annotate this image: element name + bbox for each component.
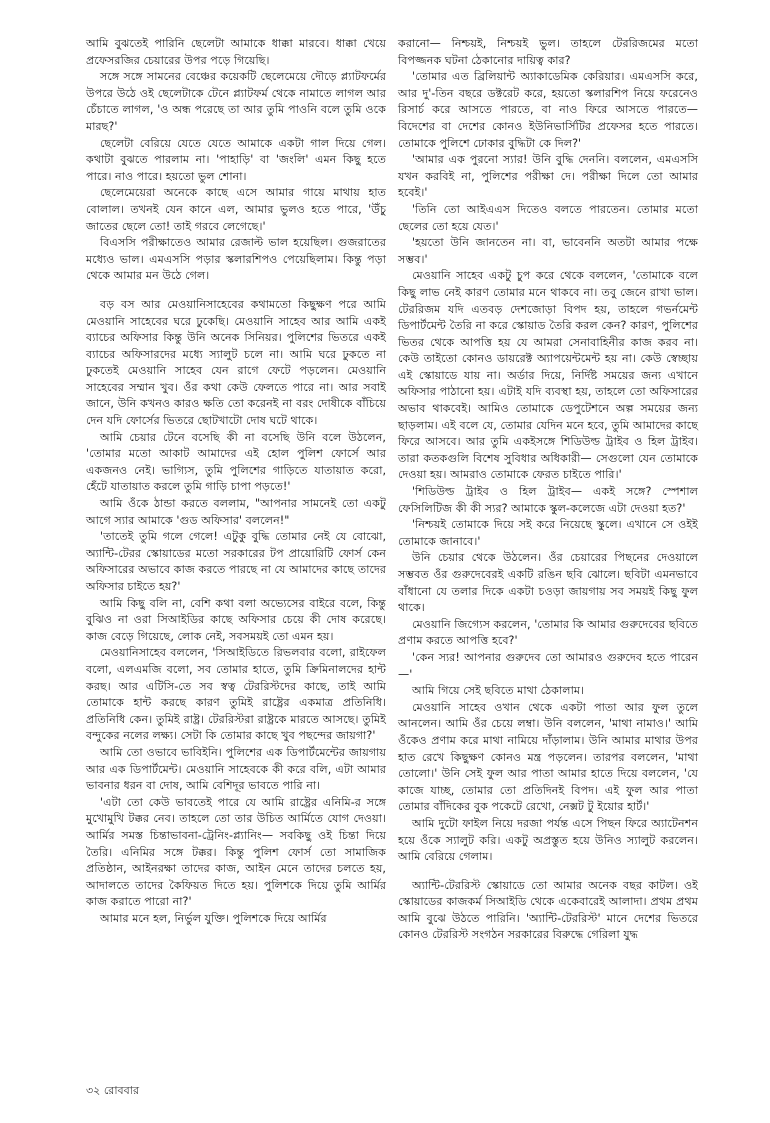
paragraph: করানো— নিশ্চয়ই, নিশ্চয়ই ভুল। তাহলে টেররিজমের মতো বিপজ্জনক ঘটনা ঠেকানোর দায়িত্ব কার? xyxy=(398,37,698,67)
paragraph: ছেলেটা বেরিয়ে যেতে যেতে আমাকে একটা গাল দিয়ে গেল। কথাটা বুঝতে পারলাম না। 'পাহাড়ি' বা 'জংলি' এমন কিছু হতে পারে। নাও পারে। হয়তো ভুল শোনা। xyxy=(86,136,386,183)
paragraph: 'তোমার এত ব্রিলিয়ান্ট অ্যাকাডেমিক কেরিয়ার। এমএসসি করে, আর দু'-তিন বছরে ডক্টরেট করে, হয়তো স্কলারশিপ নিয়ে ফরেনেও রিসার্চ করে আসতে পারতে, বা নাও ফিরে আসতে পারতে— বিদেশের বা দেশের কোনও ইউনিভার্সিটির প্রফেসর হতে পারতে। তোমাকে পুলিশে ঢোকার বুদ্ধিটা কে দিল?' xyxy=(398,70,698,150)
paragraph: ছেলেমেয়েরা অনেকে কাছে এসে আমার গায়ে মাথায় হাত বোলাল। তখনই যেন কানে এল, আমার ভুলও হতে পারে, 'উঁচু জাতের ছেলে তো! তাই গরবে লেগেছে।' xyxy=(86,186,386,233)
section-break xyxy=(398,866,698,878)
paragraph: মেওয়ানি সাহেব একটু চুপ করে থেকে বললেন, 'তোমাকে বলে কিছু লাভ নেই কারণ তোমার মনে থাকবে না। তবু জেনে রাখা ভাল। টেররিজম যদি এতবড় দেশজোড়া বিপদ হয়, তাহলে গভর্নমেন্ট ডিপার্টমেন্ট তৈরি না করে স্কোয়াড তৈরি করল কেন? কারণ, পুলিশের ভিতর থেকে আপত্তি হয় যে আমরা সেনাবাহিনীর কাজ করব না। কেউ তাইতো কোনও ডায়রেক্ট অ্যাপয়েন্টমেন্ট হয় না। কেউ স্বেচ্ছায় এই স্কোয়াডে যায় না। অর্ডার দিয়ে, নির্দিষ্ট সময়ের জন্য এখানে অফিসার পাঠানো হয়। এটাই যদি ব্যবস্থা হয়, তাহলে তো অফিসারের অভাব থাকবেই। আমিও তোমাকে ডেপুটেশনে অল্প সময়ের জন্য ছাড়লাম। এই বলে যে, তোমার যেদিন মনে হবে, তুমি আমাদের কাছে ফিরে আসবে। আর তুমি একইসঙ্গে শিডিউল্ড ট্রাইব ও হিল ট্রাইব। তারা কতকগুলি বিশেষ সুবিধার অধিকারী— সেগুলো যেন তোমাকে দেওয়া হয়। আমরাও তোমাকে ফেরত চাইতে পারি।' xyxy=(398,269,698,482)
paragraph: 'তিনি তো আইএএস দিতেও বলতে পারতেন। তোমার মতো ছেলের তো হয়ে যেত।' xyxy=(398,202,698,233)
paragraph: আমি গিয়ে সেই ছবিতে মাথা ঠেকালাম। xyxy=(412,684,585,698)
paragraph: আমি চেয়ার টেনে বসেছি কী না বসেছি উনি বলে উঠলেন, 'তোমার মতো আকাট আমাদের এই হোল পুলিশ ফোর্সে আর একজনও নেই। ভাগ্যিস, তুমি পুলিশের গাড়িতে যাতায়াত করো, হেঁটে যাতায়াত করলে তুমি গাড়ি চাপা পড়তে!' xyxy=(86,430,386,494)
paragraph: 'নিশ্চয়ই তোমাকে দিয়ে সই করে নিয়েছে স্কুলে। এখানে সে ওইই তোমাকে জানাবে।' xyxy=(398,518,698,548)
paragraph: বিএসসি পরীক্ষাতেও আমার রেজাল্ট ভাল হয়েছিল। গুজরাতের মধ্যেও ভাল। এমএসসি পড়ার স্কলারশিপও পেয়েছিলাম। কিন্তু পড়া থেকে আমার মন উঠে গেল। xyxy=(86,236,386,283)
paragraph: 'হয়তো উনি জানতেন না। বা, ভাবেননি অতটা আমার পক্ষে সম্ভব।' xyxy=(398,236,698,266)
paragraph: 'আমার এক পুরনো স্যার! উনি বুদ্ধি দেননি। বললেন, এমএসসি যখন করবিই না, পুলিশের পরীক্ষা দে। পরীক্ষা দিলে তো আমার হবেই।' xyxy=(398,153,698,200)
paragraph: 'শিডিউল্ড ট্রাইব ও হিল ট্রাইব— একই সঙ্গে? স্পেশাল ফেসিলিটিজ কী কী স্যর? আমাকে স্কুল-কলেজে এটা দেওয়া হত?' xyxy=(398,485,698,515)
paragraph: 'কেন স্যর! আপনার গুরুদেব তো আমারও গুরুদেব হতে পারেন—' xyxy=(398,650,698,681)
right-column xyxy=(398,36,698,944)
paragraph: বড় বস আর মেওয়ানিসাহেবের কথামতো কিছুক্ষণ পরে আমি মেওয়ানি সাহেবের ঘরে ঢুকেছি। মেওয়ানি সাহেব আর আমি একই ব্যাচের অফিসার কিন্তু উনি অনেক সিনিয়র। পুলিশের ভিতরে একই ব্যাচের অফিসারদের মধ্যে স্যালুট চলে না। আমি ঘরে ঢুকতে না ঢুকতেই মেওয়ানি সাহেব যেন রাগে ফেটে পড়লেন। মেওয়ানি সাহেবের সম্মান খুব। ওঁর কথা কেউ ফেলতে পারে না। আর সবাই জানে, উনি কখনও কারও ক্ষতি তো করেনই না বরং দোষীকে বাঁচিয়ে দেন যদি ফোর্সের ভিতরে ছোটখাটো দোষ ঘটে থাকে। xyxy=(86,297,386,428)
paragraph: 'এটা তো কেউ ভাবতেই পারে যে আমি রাষ্ট্রের এনিমি-র সঙ্গে মুখোমুখি টক্কর নেব। তাহলে তো তার উচিত আর্মিতে যোগ দেওয়া। আর্মির সমস্ত চিন্তাভাবনা-ট্রেনিং-প্ল্যানিং— সবকিছু ওই চিন্তা দিয়ে তৈরি। এনিমির সঙ্গে টক্কর। কিন্তু পুলিশ ফোর্স তো সামাজিক প্রতিষ্ঠান, আইনরক্ষা তাদের কাজ, আইন মেনে তাদের চলতে হয়, আদালতে তাদের কৈফিয়ত দিতে হয়। পুলিশকে দিয়ে তুমি আর্মির কাজ করাতে পারো না?' xyxy=(86,795,386,909)
paragraph: আমার মনে হল, নির্ভুল যুক্তি। পুলিশকে দিয়ে আর্মির xyxy=(100,911,327,925)
left-column xyxy=(86,36,386,927)
paragraph: আমি বুঝতেই পারিনি ছেলেটা আমাকে ধাক্কা মারবে। ধাক্কা খেয়ে প্রফেসরজির চেয়ারের উপর পড়ে গিয়েছি। xyxy=(86,37,386,67)
paragraph: মেওয়ানি সাহেব ওখান থেকে একটা পাতা আর ফুল তুলে আনলেন। আমি ওঁর চেয়ে লম্বা। উনি বললেন, 'মাথা নামাও।' আমি ওঁকেও প্রণাম করে মাথা নামিয়ে দাঁড়ালাম। উনি আমার মাথার উপর হাত রেখে কিছুক্ষণ কোনও মন্ত্র পড়লেন। তারপর বললেন, 'মাথা তোলো।' উনি সেই ফুল আর পাতা আমার হাতে দিয়ে বললেন, 'যে কাজে যাচ্ছ, তোমার তো প্রতিদিনই বিপদ। এই ফুল আর পাতা তোমার বাঁদিকের বুক পকেটে রেখো, নেক্সট টু ইয়োর হার্ট।' xyxy=(398,700,698,814)
paragraph: মেওয়ানি জিগ্যেস করলেন, 'তোমার কি আমার গুরুদেবের ছবিতে প্রণাম করতে আপত্তি হবে?' xyxy=(398,617,698,648)
paragraph: আমি কিছু বলি না, বেশি কথা বলা অভ্যেসের বাইরে বলে, কিন্তু বুঝিও না ওরা সিআইডির কাছে অফিসার চেয়ে কী দোষ করেছে। কাজ বেড়ে গিয়েছে, লোক নেই, সবসময়ই তো এমন হয়। xyxy=(86,596,386,643)
paragraph: 'তাতেই তুমি গলে গেলে! এটুকু বুদ্ধি তোমার নেই যে বোঝো, অ্যান্টি-টেরর স্কোয়াডের মতো সরকারের টপ প্রায়োরিটি ফোর্স কেন অফিসারের অভাবে কাজ করতে পারছে না যে আমাদের কাছে তাদের অফিসার চাইতে হয়?' xyxy=(86,530,386,593)
paragraph: মেওয়ানিসাহেব বললেন, 'সিআইডিতে রিভলবার বলো, রাইফেল বলো, এলএমজি বলো, সব তোমার হাতে, তুমি ক্রিমিনালদের হান্ট করছ। আর এটিসি-তে সব স্বত্ব টেররিস্টদের কাছে, তাই আমি তোমাকে হান্ট করছে কারণ তুমিই রাষ্ট্রের একমাত্র প্রতিনিধি। প্রতিনিধি কেন। তুমিই রাষ্ট্র। টেররিস্টরা রাষ্ট্রকে মারতে আসছে। তুমিই বন্দুকের নলের লক্ষ্য। সেটা কি তোমার কাছে খুব পছন্দের জায়গা?' xyxy=(86,646,386,743)
page-number: ৩২ xyxy=(86,1084,101,1097)
paragraph: আমি তো ওভাবে ভাবিইনি। পুলিশের এক ডিপার্টমেন্টের জায়গায় আর এক ডিপার্টমেন্ট। মেওয়ানি সাহেবকে কী করে বলি, এটা আমার ভাবনার ধরন বা দোষ, আমি বেশিদূর ভাবতে পারি না। xyxy=(86,745,386,793)
section-break xyxy=(86,285,386,297)
paragraph: সঙ্গে সঙ্গে সামনের বেঞ্চের কয়েকটি ছেলেমেয়ে দৌড়ে প্ল্যাটফর্মের উপরে উঠে ওই ছেলেটাকে টেনে প্ল্যাটফর্ম থেকে নামাতে লাগল আর চেঁচাতে লাগল, 'ও অন্ধ পরেছে তা আর তুমি পাওনি বলে তুমি ওকে মারছ?' xyxy=(86,70,386,133)
paragraph: আমি ওঁকে ঠান্ডা করতে বললাম, "আপনার সামনেই তো একটু আগে স্যার আমাকে 'গুড অফিসার' বললেন!" xyxy=(86,497,386,527)
publication-name: রোববার xyxy=(103,1084,140,1097)
page-footer xyxy=(86,1082,139,1101)
paragraph: আমি দুটো ফাইল নিয়ে দরজা পর্যন্ত এসে পিছন ফিরে অ্যাটেনশন হয়ে ওঁকে স্যালুট করি। একটু অপ্রস্তুত হয়ে উনিও স্যালুট করলেন। আমি বেরিয়ে গেলাম। xyxy=(398,816,698,864)
paragraph: উনি চেয়ার থেকে উঠলেন। ওঁর চেয়ারের পিছনের দেওয়ালে সম্ভবত ওঁর গুরুদেবেরই একটি রঙিন ছবি ঝোলে। ছবিটা এমনভাবে বাঁধানো যে তলার দিকে একটা চওড়া জায়গায় সব সময়ই কিছু ফুল থাকে। xyxy=(398,551,698,615)
paragraph: অ্যান্টি-টেররিস্ট স্কোয়াডে তো আমার অনেক বছর কাটল। ওই স্কোয়াডের কাজকর্ম সিআইডি থেকে একেবারেই আলাদা। প্রথম প্রথম আমি বুঝে উঠতে পারিনি। 'অ্যান্টি-টেররিস্ট' মানে দেশের ভিতরে কোনও টেররিস্ট সংগঠন সরকারের বিরুদ্ধে গেরিলা যুদ্ধ xyxy=(398,878,698,942)
